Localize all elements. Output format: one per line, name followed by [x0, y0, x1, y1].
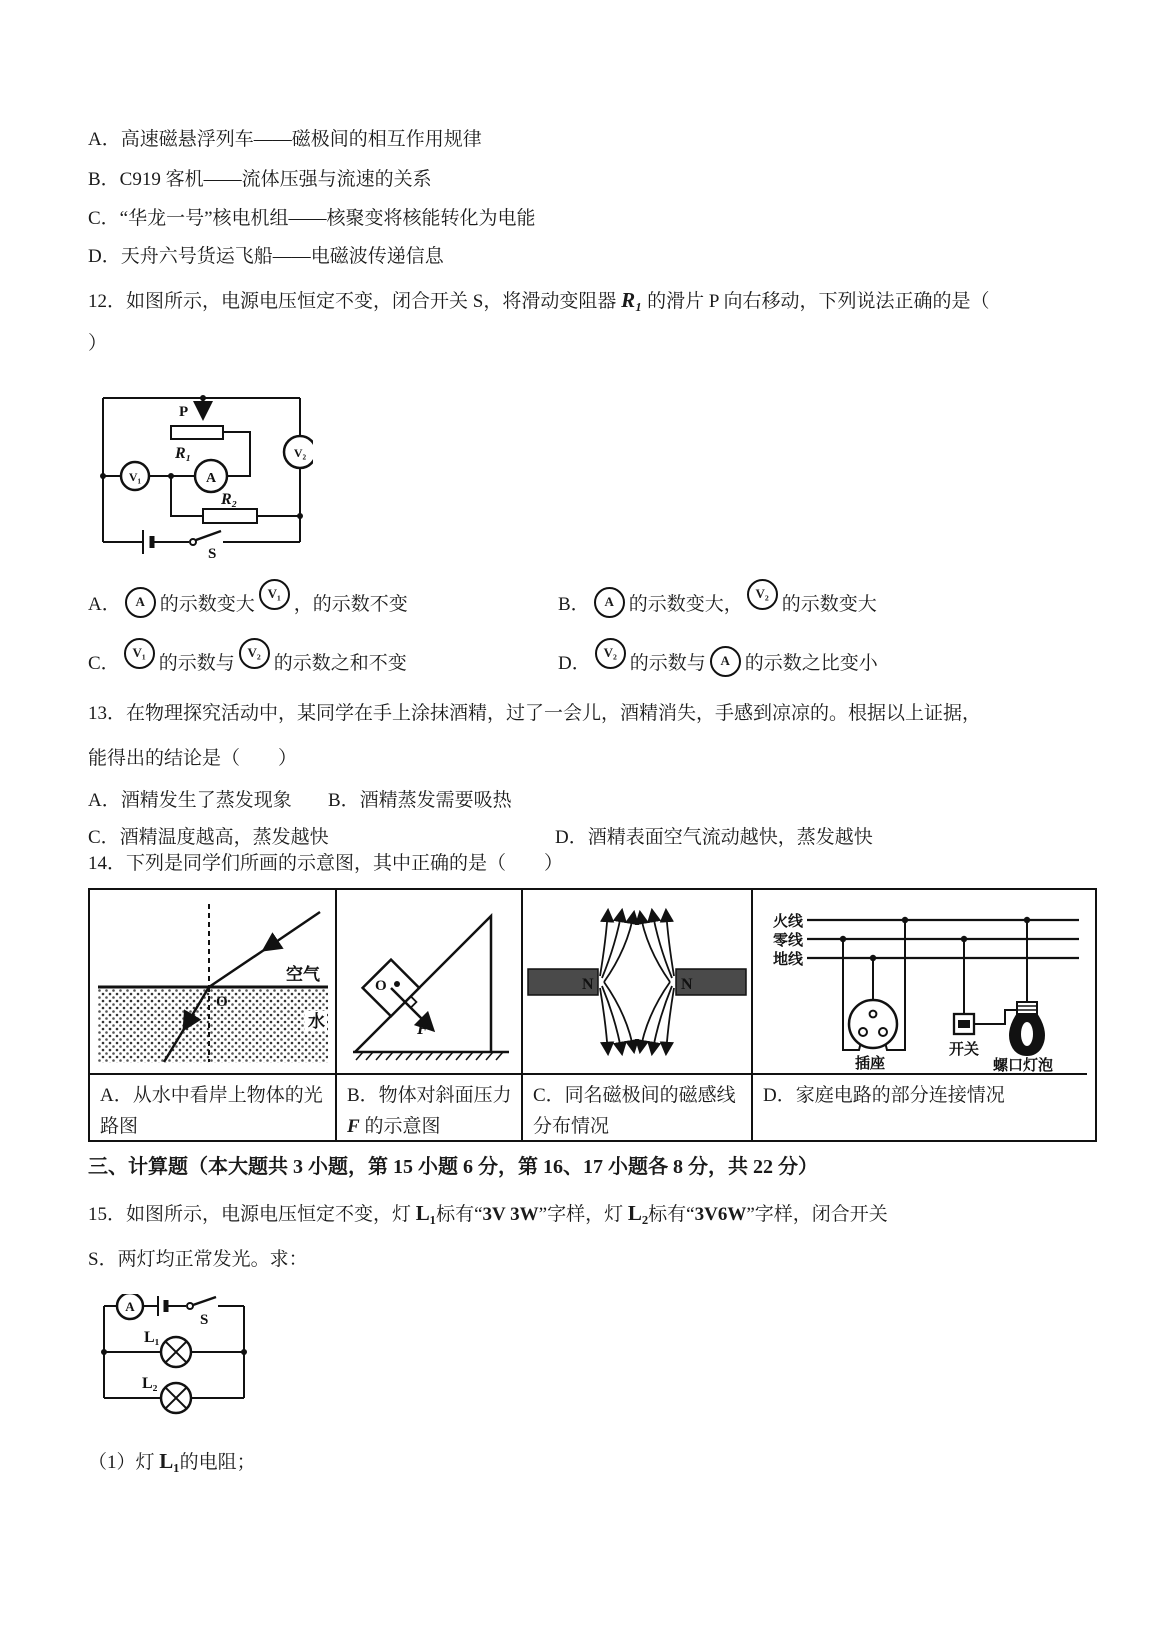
q12-p-label: P	[179, 404, 189, 420]
switch-label: 开关	[949, 1041, 980, 1058]
q14-diagram-c-magnets	[523, 890, 753, 1073]
n-pole-right-label: N	[681, 975, 693, 993]
q12-r1-symbol: R₁	[621, 288, 643, 312]
q12-option-c-text2: 的示数之和不变	[273, 652, 407, 674]
earth-wire-label: 地线	[773, 951, 804, 968]
q14-caption-c: C．同名磁极间的磁感线分布情况	[523, 1073, 753, 1140]
q15-sub1	[88, 1448, 256, 1475]
q12-stem-line1	[88, 287, 990, 314]
q14-diagram-a-refraction	[90, 890, 337, 1073]
q15-sub1-text1: （1）灯	[88, 1452, 160, 1473]
q15-ammeter-symbol: A	[125, 1299, 135, 1314]
screw-bulb-label: 螺口灯泡	[993, 1057, 1054, 1072]
water-label: 水	[307, 1011, 325, 1031]
q15-l1-symbol: L₁	[415, 1201, 437, 1225]
q11-option-c: C．“华龙一号”核电机组——核聚变将核能转化为电能	[88, 208, 536, 229]
q13-stem-line2: 能得出的结论是（ ）	[88, 748, 298, 769]
q12-r1-label: R₁	[175, 445, 192, 462]
q11-option-b: B．C919 客机——流体压强与流速的关系	[88, 169, 432, 190]
q12-option-a-text2: ，的示数不变	[293, 593, 408, 615]
point-o-label: O	[375, 977, 387, 994]
q12-option-c-letter: C．	[88, 652, 120, 674]
q12-v2-symbol: V₂	[293, 446, 307, 460]
q15-lamp2-rating: 3V6W	[694, 1204, 747, 1225]
q12-option-d-letter: D．	[558, 652, 591, 674]
voltmeter2-icon: V₂	[595, 638, 626, 669]
q15-lamp1-rating: 3V 3W	[482, 1204, 539, 1225]
q12-option-d-text2: 的示数之比变小	[744, 652, 878, 674]
ammeter-icon: A	[125, 587, 156, 618]
q12-option-b-letter: B．	[558, 593, 590, 615]
q15-stem-text3: ”字样，灯	[538, 1204, 628, 1225]
q11-option-a: A．高速磁悬浮列车——磁极间的相互作用规律	[88, 129, 482, 150]
q15-stem-text1: 15．如图所示，电源电压恒定不变，灯	[88, 1204, 416, 1225]
air-label: 空气	[285, 964, 320, 984]
q12-option-c	[88, 644, 407, 678]
q12-circuit-diagram	[95, 390, 313, 562]
q13-option-a: A．酒精发生了蒸发现象	[88, 790, 292, 811]
q12-stem-text1: 12．如图所示，电源电压恒定不变，闭合开关 S，将滑动变阻器	[88, 291, 622, 312]
q14-diagram-table	[88, 888, 1097, 1142]
q14-diagram-d-household	[753, 890, 1087, 1073]
q13-stem-line1: 13．在物理探究活动中，某同学在手上涂抹酒精，过了一会儿，酒精消失，手感到凉凉的。根据以上证据，	[88, 703, 982, 724]
q13-option-c: C．酒精温度越高，蒸发越快	[88, 827, 329, 848]
neutral-wire-label: 零线	[773, 932, 804, 949]
q15-stem-text4: 标有“	[648, 1204, 695, 1225]
q14-caption-b-text2: 的示意图	[359, 1116, 441, 1137]
ammeter-icon: A	[710, 646, 741, 677]
q15-l1-label: L₁	[144, 1329, 160, 1346]
q15-sub1-text2: 的电阻；	[179, 1452, 256, 1473]
q15-stem-text5: ”字样，闭合开关	[746, 1204, 888, 1225]
q14-caption-a: A．从水中看岸上物体的光路图	[90, 1073, 337, 1140]
q12-option-b-text1: 的示数变大，	[628, 593, 743, 615]
voltmeter2-icon: V₂	[747, 579, 778, 610]
force-f-label: F	[417, 1018, 429, 1038]
voltmeter1-icon: V₁	[124, 638, 155, 669]
section3-heading: 三、计算题（本大题共 3 小题，第 15 小题 6 分，第 16、17 小题各 8 分，共 22 分）	[88, 1156, 818, 1178]
voltmeter2-icon: V₂	[239, 638, 270, 669]
q12-option-a	[88, 585, 408, 619]
q15-l2-symbol: L₂	[627, 1201, 649, 1225]
q12-v1-symbol: V₁	[128, 470, 142, 484]
point-o-label: O	[215, 993, 228, 1010]
q13-option-d: D．酒精表面空气流动越快，蒸发越快	[555, 827, 873, 848]
q15-stem-text2: 标有“	[436, 1204, 483, 1225]
n-pole-left-label: N	[582, 975, 594, 993]
q12-option-c-text1: 的示数与	[158, 652, 235, 674]
q15-l2-label: L₂	[142, 1375, 158, 1392]
q15-stem-line1	[88, 1200, 888, 1227]
q11-option-d: D．天舟六号货运飞船——电磁波传递信息	[88, 246, 444, 267]
q12-r2-label: R₂	[221, 491, 238, 508]
q13-option-b: B．酒精蒸发需要吸热	[328, 790, 512, 811]
q15-circuit-diagram	[96, 1294, 254, 1418]
q12-switch-label: S	[208, 546, 217, 562]
q12-ammeter-symbol: A	[205, 471, 217, 486]
q12-option-d-text1: 的示数与	[629, 652, 706, 674]
q14-caption-b-text1: B．物体对斜面压力	[347, 1085, 512, 1106]
q12-option-a-text1: 的示数变大	[159, 593, 255, 615]
q12-option-b	[558, 585, 877, 619]
voltmeter1-icon: V₁	[259, 579, 290, 610]
ammeter-icon: A	[594, 587, 625, 618]
socket-label: 插座	[855, 1055, 886, 1072]
live-wire-label: 火线	[773, 913, 804, 930]
q15-stem-line2: S．两灯均正常发光。求：	[88, 1249, 308, 1270]
q12-option-b-text2: 的示数变大	[781, 593, 877, 615]
q15-switch-label: S	[200, 1312, 209, 1328]
q12-stem-line2: ）	[88, 333, 108, 354]
q14-caption-d: D．家庭电路的部分连接情况	[753, 1073, 1087, 1140]
q12-stem-text2: 的滑片 P 向右移动，下列说法正确的是（	[642, 291, 990, 312]
q15-sub1-l1-symbol: L₁	[159, 1449, 180, 1473]
q14-stem: 14．下列是同学们所画的示意图，其中正确的是（ ）	[88, 853, 564, 874]
q12-option-a-letter: A．	[88, 593, 121, 615]
q14-diagram-b-incline	[337, 890, 523, 1073]
q12-option-d	[558, 644, 878, 678]
q14-caption-b-f: F	[347, 1116, 360, 1137]
q14-caption-b	[337, 1073, 523, 1140]
